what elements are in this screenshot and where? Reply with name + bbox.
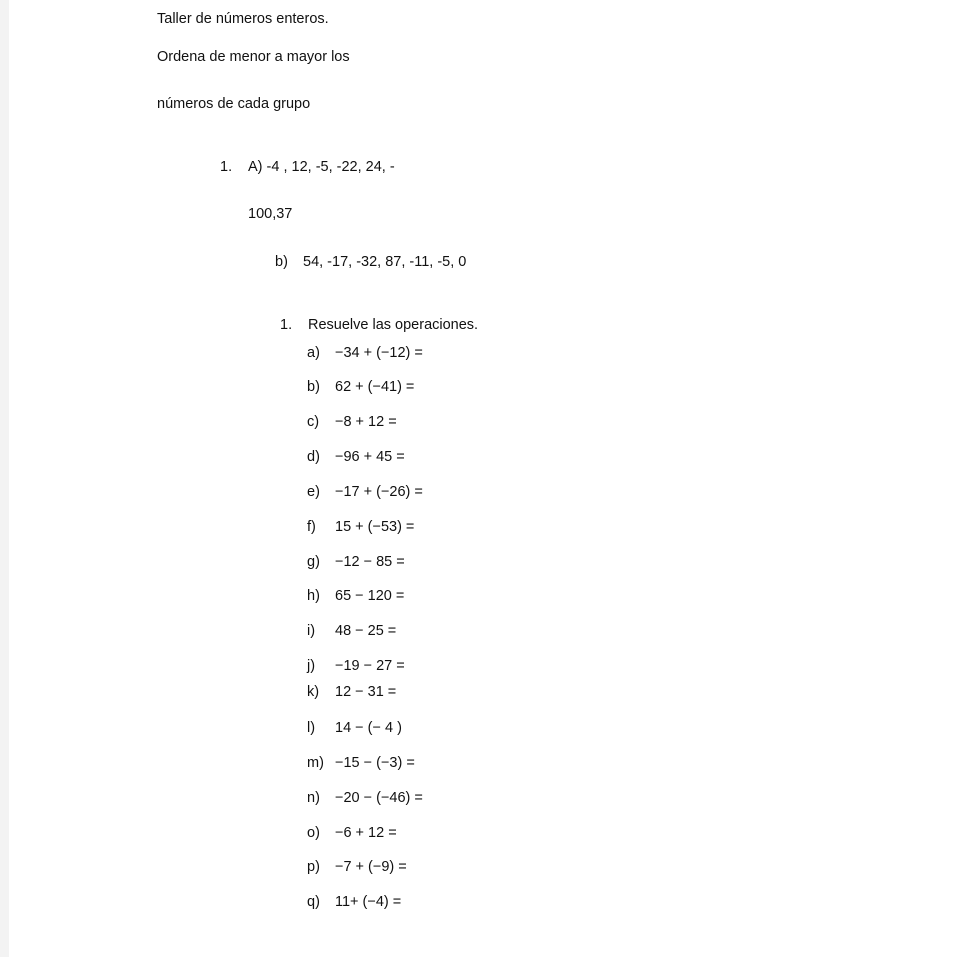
operation-item [307, 824, 397, 842]
operation-expr: −15 − (−3) = [335, 755, 415, 771]
operation-expr: −17 + (−26) = [335, 484, 423, 500]
operation-label: g) [307, 554, 320, 570]
operation-expr: −96 + 45 = [335, 449, 405, 465]
operation-expr: −12 − 85 = [335, 554, 405, 570]
operation-item [307, 483, 423, 501]
instruction-line-2: números de cada grupo [157, 96, 311, 112]
section-2-heading [280, 316, 478, 334]
operation-label: b) [307, 379, 320, 395]
group-a-line-2: 100,37 [248, 206, 293, 222]
operation-expr: 15 + (−53) = [335, 519, 415, 535]
operation-expr: −7 + (−9) = [335, 859, 407, 875]
operation-label: e) [307, 484, 320, 500]
group-b-text: 54, -17, -32, 87, -11, -5, 0 [303, 254, 467, 270]
section-2-heading-text: Resuelve las operaciones. [308, 317, 479, 333]
operation-label: p) [307, 859, 320, 875]
operation-expr: −6 + 12 = [335, 825, 397, 841]
operation-item [307, 789, 423, 807]
list-number: 1. [280, 317, 293, 333]
group-b-line [275, 253, 466, 271]
operation-item [307, 719, 402, 737]
operation-label: m) [307, 755, 324, 771]
operation-label: a) [307, 345, 320, 361]
operation-item [307, 683, 396, 701]
operation-item [307, 587, 404, 605]
group-b-label: b) [275, 254, 288, 270]
doc-title: Taller de números enteros. [157, 11, 329, 27]
operation-label: d) [307, 449, 320, 465]
operation-expr: 48 − 25 = [335, 623, 397, 639]
operation-item [307, 893, 401, 911]
document-page [9, 0, 970, 957]
operation-item [307, 553, 405, 571]
operation-label: n) [307, 790, 320, 806]
operation-label: l) [307, 720, 316, 736]
operation-item [307, 657, 405, 675]
operation-expr: −8 + 12 = [335, 414, 397, 430]
operation-item [307, 754, 415, 772]
operation-expr: 65 − 120 = [335, 588, 405, 604]
operation-item [307, 378, 414, 396]
operation-label: o) [307, 825, 320, 841]
operation-item [307, 622, 396, 640]
operation-expr: −20 − (−46) = [335, 790, 423, 806]
operation-expr: −19 − 27 = [335, 658, 405, 674]
operation-label: h) [307, 588, 320, 604]
group-a-line-1 [220, 158, 395, 176]
operation-label: i) [307, 623, 316, 639]
operation-expr: 11+ (−4) = [335, 894, 402, 910]
operation-item [307, 413, 397, 431]
operation-item [307, 344, 423, 362]
operation-label: j) [307, 658, 316, 674]
operation-expr: 14 − (− 4 ) [335, 720, 402, 736]
instruction-line-1: Ordena de menor a mayor los [157, 49, 350, 65]
operation-expr: −34 + (−12) = [335, 345, 423, 361]
operation-label: k) [307, 684, 320, 700]
operation-label: f) [307, 519, 316, 535]
group-a-text: A) -4 , 12, -5, -22, 24, - [248, 159, 395, 175]
operation-label: c) [307, 414, 320, 430]
operation-label: q) [307, 894, 320, 910]
operation-expr: 12 − 31 = [335, 684, 397, 700]
operation-item [307, 448, 405, 466]
operation-expr: 62 + (−41) = [335, 379, 415, 395]
operation-item [307, 858, 407, 876]
operation-item [307, 518, 414, 536]
list-number: 1. [220, 159, 233, 175]
